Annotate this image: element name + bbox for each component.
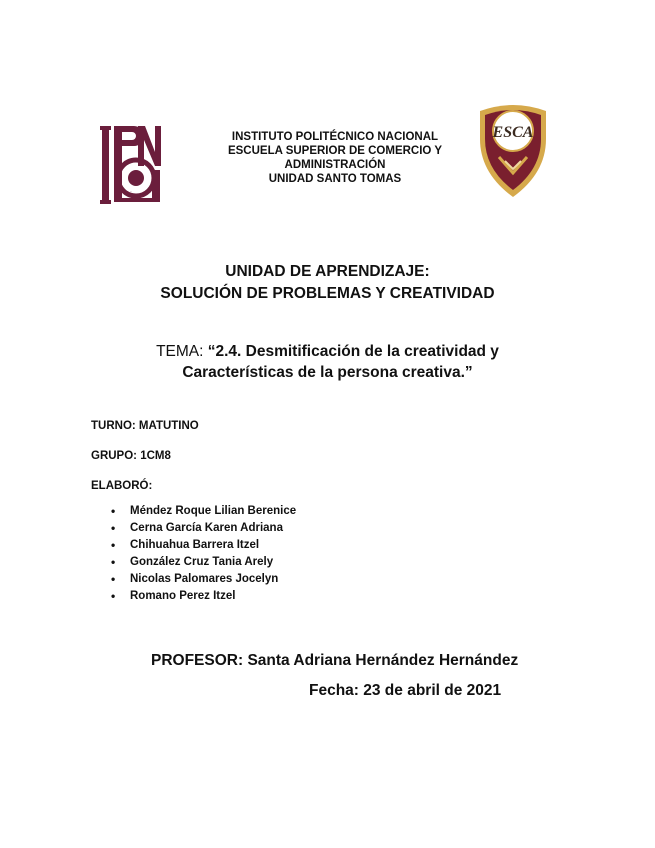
campus-name: UNIDAD SANTO TOMAS — [268, 173, 402, 185]
list-item: • Romano Perez Itzel — [111, 588, 296, 605]
list-item: • González Cruz Tania Arely — [111, 554, 296, 571]
list-item: • Cerna García Karen Adriana — [111, 520, 296, 537]
list-item: • Nicolas Palomares Jocelyn — [111, 571, 296, 588]
unit-title — [60, 261, 595, 305]
date: Fecha: 23 de abril de 2021 — [309, 682, 502, 699]
institution-line-2: ESCUELA SUPERIOR DE COMERCIO Y — [227, 145, 443, 157]
unit-line-1: UNIDAD DE APRENDIZAJE: — [225, 263, 430, 280]
unit-line-2: SOLUCIÓN DE PROBLEMAS Y CREATIVIDAD — [160, 285, 495, 302]
shift-info: TURNO: MATUTINO — [91, 420, 199, 432]
institution-line-1: INSTITUTO POLITÉCNICO NACIONAL — [231, 131, 439, 143]
authors-heading: ELABORÓ: — [91, 480, 153, 492]
professor-name: PROFESOR: Santa Adriana Hernández Hernández — [151, 652, 519, 669]
list-item: • Méndez Roque Lilian Berenice — [111, 503, 296, 520]
list-item: • Chihuahua Barrera Itzel — [111, 537, 296, 554]
ipn-logo — [100, 120, 162, 210]
topic-line-1: “2.4. Desmitificación de la creatividad y — [207, 343, 499, 360]
authors-list — [111, 503, 296, 605]
ipn-logo-lettering — [130, 191, 132, 193]
svg-text:IPN: IPN — [130, 192, 132, 193]
institution-header — [170, 130, 500, 186]
topic-line-2: Características de la persona creativa.” — [182, 364, 473, 381]
topic-title — [60, 341, 595, 383]
institution-line-3: ADMINISTRACIÓN — [284, 159, 386, 171]
svg-text:ESCA: ESCA — [492, 124, 534, 141]
group-info: GRUPO: 1CM8 — [91, 450, 171, 462]
topic-label: TEMA: — [156, 343, 204, 360]
